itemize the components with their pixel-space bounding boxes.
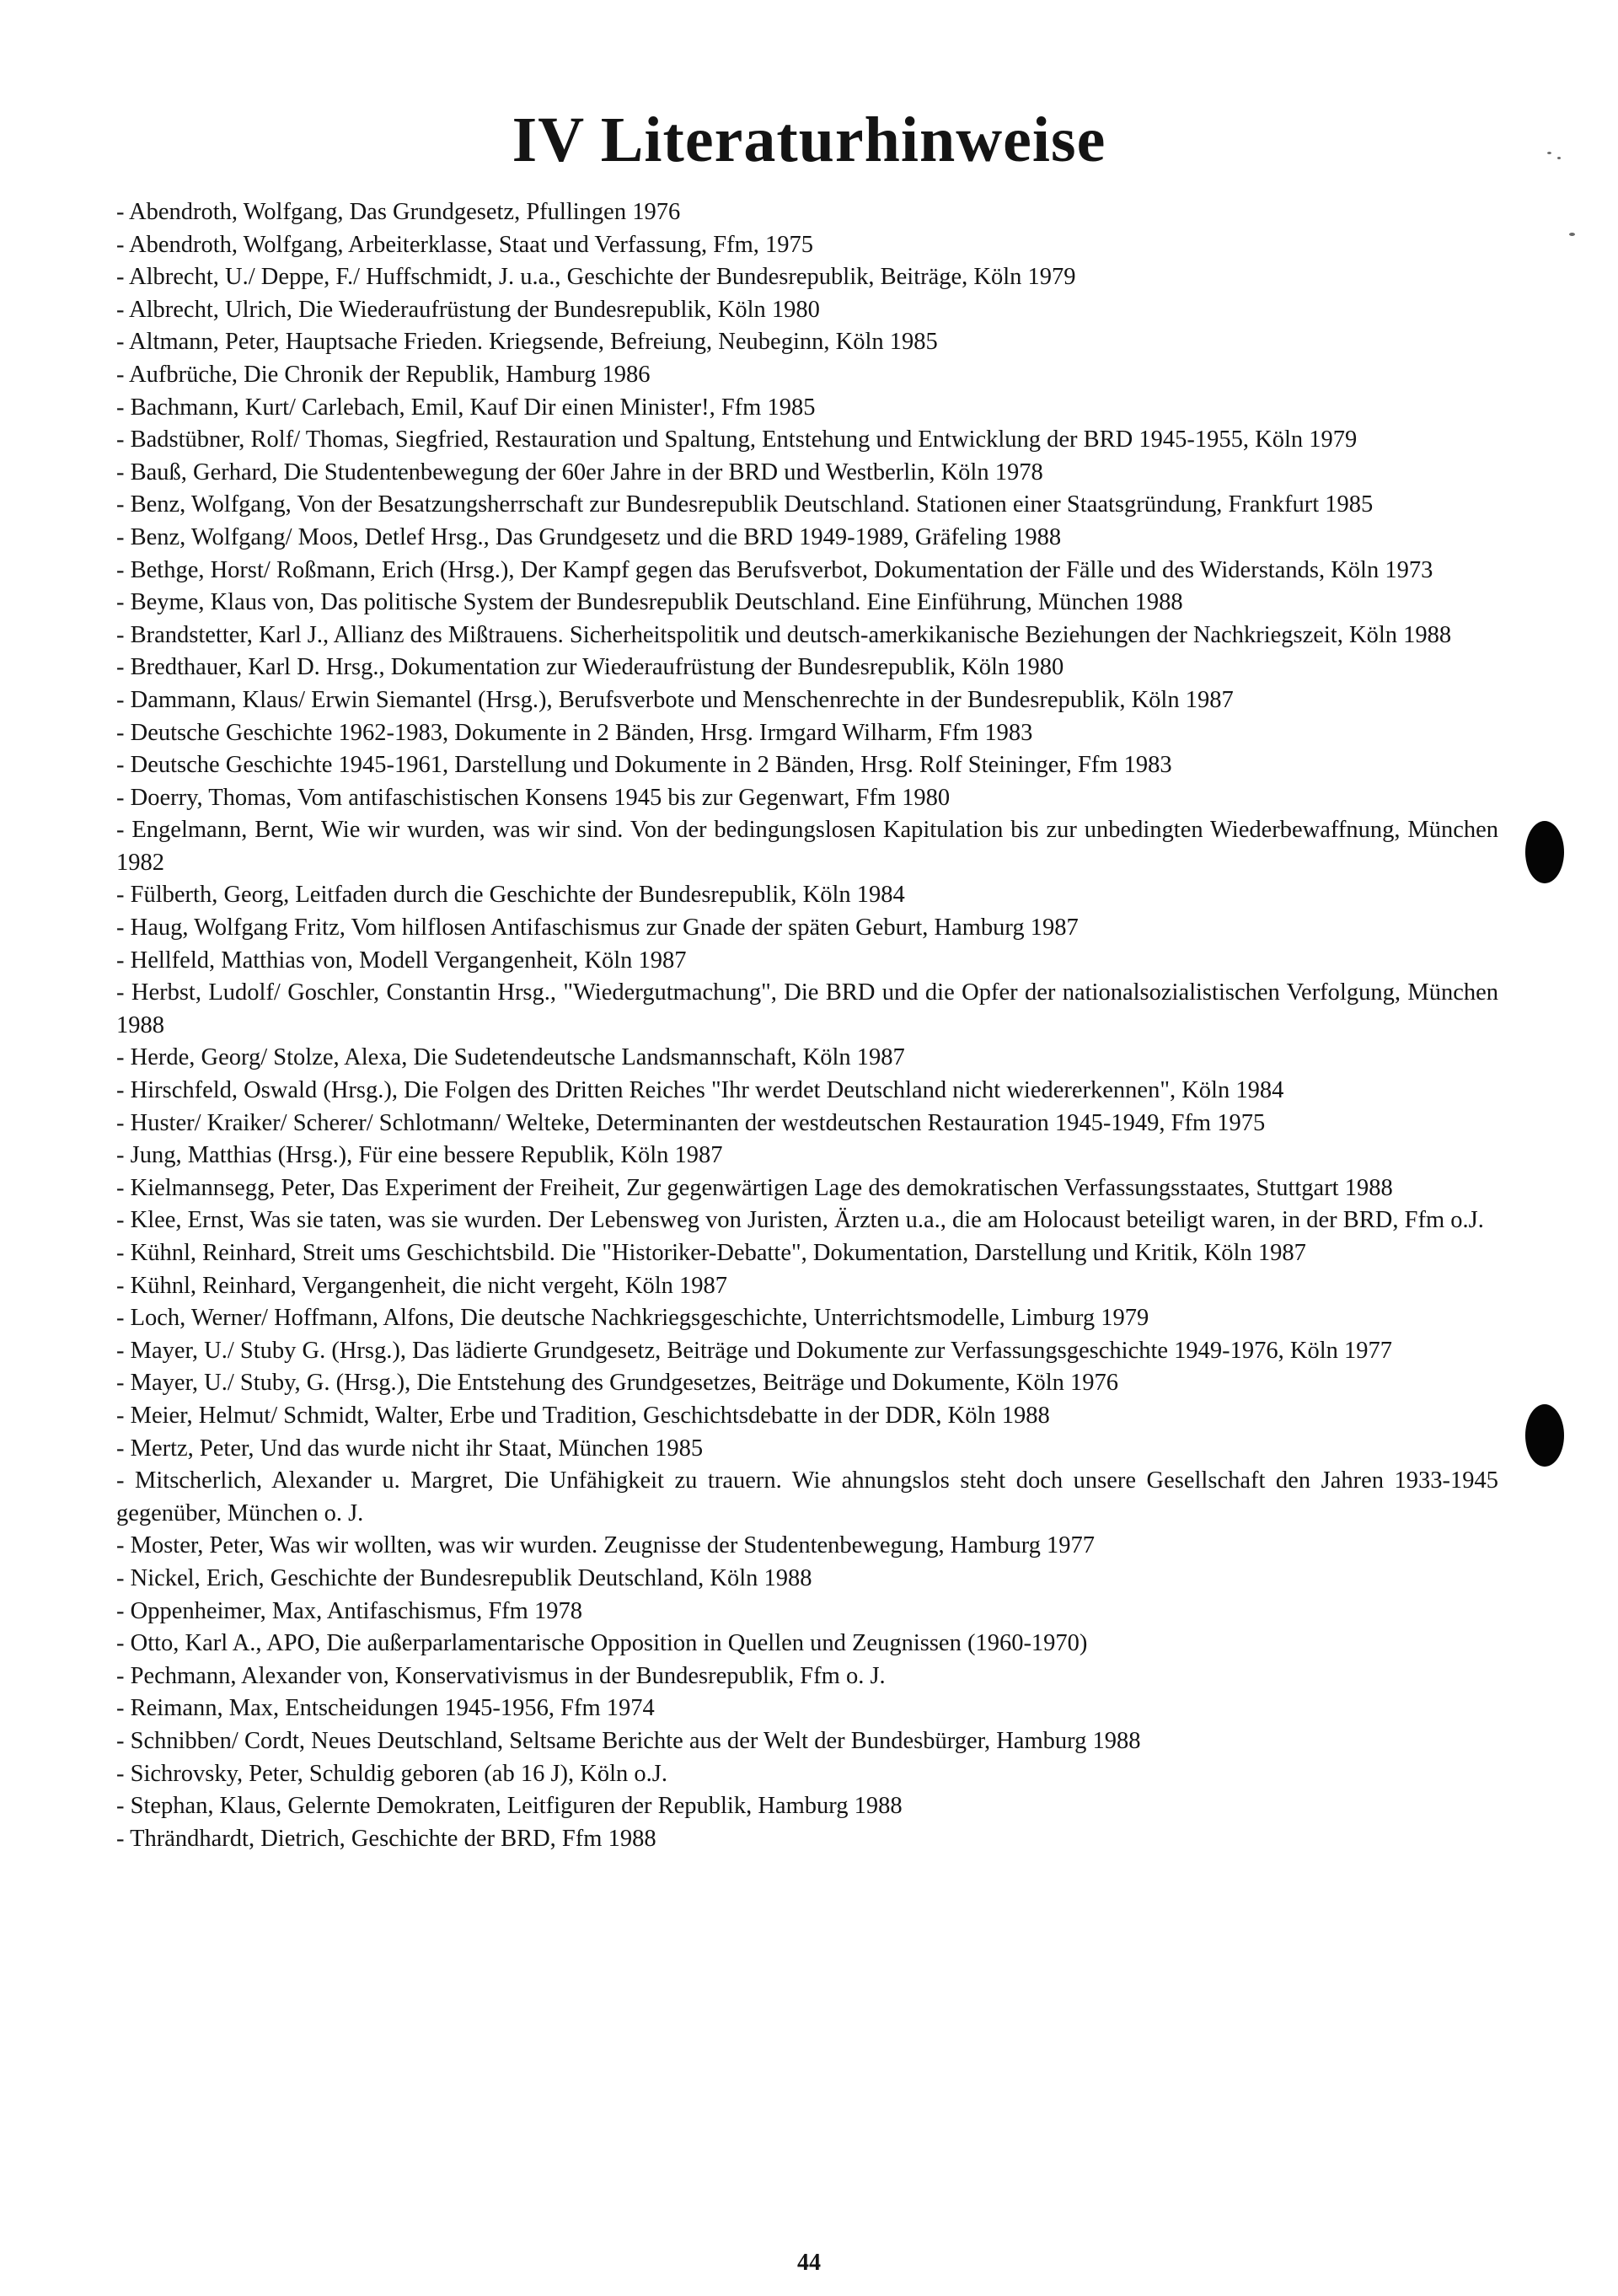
- bibliography-entry: - Benz, Wolfgang/ Moos, Detlef Hrsg., Das Grundgesetz und die BRD 1949-1989, Gräfeling 1988: [116, 523, 1062, 550]
- bibliography-entry: - Kühnl, Reinhard, Streit ums Geschichtsbild. Die "Historiker-Debatte", Dokumentation, Darstellung und Kritik, Köln 1987: [116, 1240, 1306, 1266]
- bibliography-entry: - Hellfeld, Matthias von, Modell Vergangenheit, Köln 1987: [116, 947, 687, 974]
- bibliography-entry: - Bredthauer, Karl D. Hrsg., Dokumentation zur Wiederaufrüstung der Bundesrepublik, Köln 1980: [116, 654, 1064, 681]
- bibliography-entry: - Brandstetter, Karl J., Allianz des Mißtrauens. Sicherheitspolitik und deutsch-amerkikanische Beziehungen der Nachkriegszeit, Köln 1988: [116, 621, 1452, 648]
- bibliography-entry: - Jung, Matthias (Hrsg.), Für eine bessere Republik, Köln 1987: [116, 1142, 723, 1169]
- bibliography-entry: - Schnibben/ Cordt, Neues Deutschland, Seltsame Berichte aus der Welt der Bundesbürger, Hamburg 1988: [116, 1727, 1141, 1754]
- bibliography-entry: - Kielmannsegg, Peter, Das Experiment der Freiheit, Zur gegenwärtigen Lage des demokratischen Verfassungsstaates, Stuttgart 1988: [116, 1174, 1393, 1201]
- bibliography-entry: - Herbst, Ludolf/ Goschler, Constantin Hrsg., "Wiedergutmachung", Die BRD und die Opfer der nationalsozialistischen Verfolgung, München 1988: [116, 979, 1498, 1038]
- bibliography-entry: - Dammann, Klaus/ Erwin Siemantel (Hrsg.), Berufsverbote und Menschenrechte in der Bundesrepublik, Köln 1987: [116, 686, 1234, 713]
- bibliography-entry: - Aufbrüche, Die Chronik der Republik, Hamburg 1986: [116, 361, 651, 388]
- scan-speck: [1547, 152, 1551, 154]
- bibliography-entry: - Meier, Helmut/ Schmidt, Walter, Erbe und Tradition, Geschichtsdebatte in der DDR, Köln 1988: [116, 1402, 1050, 1429]
- bibliography-entry: - Loch, Werner/ Hoffmann, Alfons, Die deutsche Nachkriegsgeschichte, Unterrichtsmodelle, Limburg 1979: [116, 1305, 1149, 1332]
- bibliography-entry: - Mitscherlich, Alexander u. Margret, Die Unfähigkeit zu trauern. Wie ahnungslos steht doch unsere Gesellschaft den Jahren 1933-1945 gegenüber, München o. J.: [116, 1467, 1498, 1526]
- bibliography-entry: - Hirschfeld, Oswald (Hrsg.), Die Folgen des Dritten Reiches "Ihr werdet Deutschland nicht wiedererkennen", Köln 1984: [116, 1077, 1284, 1104]
- bibliography-entry: - Thrändhardt, Dietrich, Geschichte der BRD, Ffm 1988: [116, 1825, 656, 1852]
- scan-speck: [1569, 233, 1575, 236]
- bibliography-entry: - Doerry, Thomas, Vom antifaschistischen Konsens 1945 bis zur Gegenwart, Ffm 1980: [116, 784, 951, 811]
- bibliography-entry: - Bethge, Horst/ Roßmann, Erich (Hrsg.), Der Kampf gegen das Berufsverbot, Dokumentation der Fälle und des Widerstands, Köln 1973: [116, 556, 1433, 583]
- bibliography-entry: - Mayer, U./ Stuby G. (Hrsg.), Das lädierte Grundgesetz, Beiträge und Dokumente zur Verfassungsgeschichte 1949-1976, Köln 1977: [116, 1337, 1393, 1364]
- bibliography-entry: - Otto, Karl A., APO, Die außerparlamentarische Opposition in Quellen und Zeugnissen (1960-1970): [116, 1630, 1088, 1657]
- bibliography-entry: - Albrecht, U./ Deppe, F./ Huffschmidt, J. u.a., Geschichte der Bundesrepublik, Beiträge, Köln 1979: [116, 264, 1076, 291]
- bibliography-entry: - Fülberth, Georg, Leitfaden durch die Geschichte der Bundesrepublik, Köln 1984: [116, 882, 905, 909]
- bibliography-entry: - Deutsche Geschichte 1962-1983, Dokumente in 2 Bänden, Hrsg. Irmgard Wilharm, Ffm 1983: [116, 719, 1033, 746]
- scan-speck: [1557, 157, 1561, 159]
- bibliography-entry: - Benz, Wolfgang, Von der Besatzungsherrschaft zur Bundesrepublik Deutschland. Stationen einer Staatsgründung, Frankfurt 1985: [116, 491, 1374, 518]
- bibliography-entry: - Altmann, Peter, Hauptsache Frieden. Kriegsende, Befreiung, Neubeginn, Köln 1985: [116, 329, 938, 356]
- bibliography-entry: - Bachmann, Kurt/ Carlebach, Emil, Kauf Dir einen Minister!, Ffm 1985: [116, 394, 816, 421]
- bibliography-list: [116, 196, 1498, 1855]
- bibliography-entry: - Reimann, Max, Entscheidungen 1945-1956, Ffm 1974: [116, 1695, 655, 1722]
- punch-hole: [1525, 1404, 1564, 1467]
- bibliography-entry: - Engelmann, Bernt, Wie wir wurden, was wir sind. Von der bedingungslosen Kapitulation bis zur unbedingten Wiederbewaffnung, München 1982: [116, 817, 1498, 876]
- page-title: IV Literaturhinweise: [512, 105, 1106, 175]
- bibliography-entry: - Bauß, Gerhard, Die Studentenbewegung der 60er Jahre in der BRD und Westberlin, Köln 1978: [116, 459, 1043, 485]
- bibliography-entry: - Mertz, Peter, Und das wurde nicht ihr Staat, München 1985: [116, 1435, 704, 1462]
- bibliography-entry: - Oppenheimer, Max, Antifaschismus, Ffm 1978: [116, 1597, 582, 1624]
- page-number: 44: [797, 2250, 821, 2276]
- bibliography-entry: - Pechmann, Alexander von, Konservativismus in der Bundesrepublik, Ffm o. J.: [116, 1662, 886, 1689]
- bibliography-entry: - Herde, Georg/ Stolze, Alexa, Die Sudetendeutsche Landsmannschaft, Köln 1987: [116, 1044, 905, 1071]
- bibliography-entry: - Abendroth, Wolfgang, Das Grundgesetz, Pfullingen 1976: [116, 199, 681, 225]
- bibliography-entry: - Nickel, Erich, Geschichte der Bundesrepublik Deutschland, Köln 1988: [116, 1564, 812, 1591]
- bibliography-entry: - Haug, Wolfgang Fritz, Vom hilflosen Antifaschismus zur Gnade der späten Geburt, Hamburg 1987: [116, 915, 1079, 941]
- bibliography-entry: - Moster, Peter, Was wir wollten, was wir wurden. Zeugnisse der Studentenbewegung, Hamburg 1977: [116, 1532, 1096, 1559]
- punch-hole: [1525, 821, 1564, 883]
- bibliography-entry: - Stephan, Klaus, Gelernte Demokraten, Leitfiguren der Republik, Hamburg 1988: [116, 1793, 903, 1820]
- bibliography-entry: - Mayer, U./ Stuby, G. (Hrsg.), Die Entstehung des Grundgesetzes, Beiträge und Dokumente, Köln 1976: [116, 1370, 1119, 1397]
- bibliography-entry: - Albrecht, Ulrich, Die Wiederaufrüstung der Bundesrepublik, Köln 1980: [116, 296, 820, 323]
- bibliography-entry: - Beyme, Klaus von, Das politische System der Bundesrepublik Deutschland. Eine Einführung, München 1988: [116, 589, 1183, 616]
- bibliography-entry: - Deutsche Geschichte 1945-1961, Darstellung und Dokumente in 2 Bänden, Hrsg. Rolf Steininger, Ffm 1983: [116, 752, 1172, 779]
- bibliography-entry: - Kühnl, Reinhard, Vergangenheit, die nicht vergeht, Köln 1987: [116, 1272, 728, 1299]
- bibliography-entry: - Huster/ Kraiker/ Scherer/ Schlotmann/ Welteke, Determinanten der westdeutschen Restauration 1945-1949, Ffm 1975: [116, 1109, 1266, 1136]
- bibliography-entry: - Klee, Ernst, Was sie taten, was sie wurden. Der Lebensweg von Juristen, Ärzten u.a., die am Holocaust beteiligt waren, in der BRD, Ffm o.J.: [116, 1207, 1484, 1234]
- bibliography-entry: - Badstübner, Rolf/ Thomas, Siegfried, Restauration und Spaltung, Entstehung und Entwicklung der BRD 1945-1955, Köln 1979: [116, 426, 1358, 453]
- bibliography-entry: - Sichrovsky, Peter, Schuldig geboren (ab 16 J), Köln o.J.: [116, 1760, 667, 1787]
- bibliography-entry: - Abendroth, Wolfgang, Arbeiterklasse, Staat und Verfassung, Ffm, 1975: [116, 231, 813, 258]
